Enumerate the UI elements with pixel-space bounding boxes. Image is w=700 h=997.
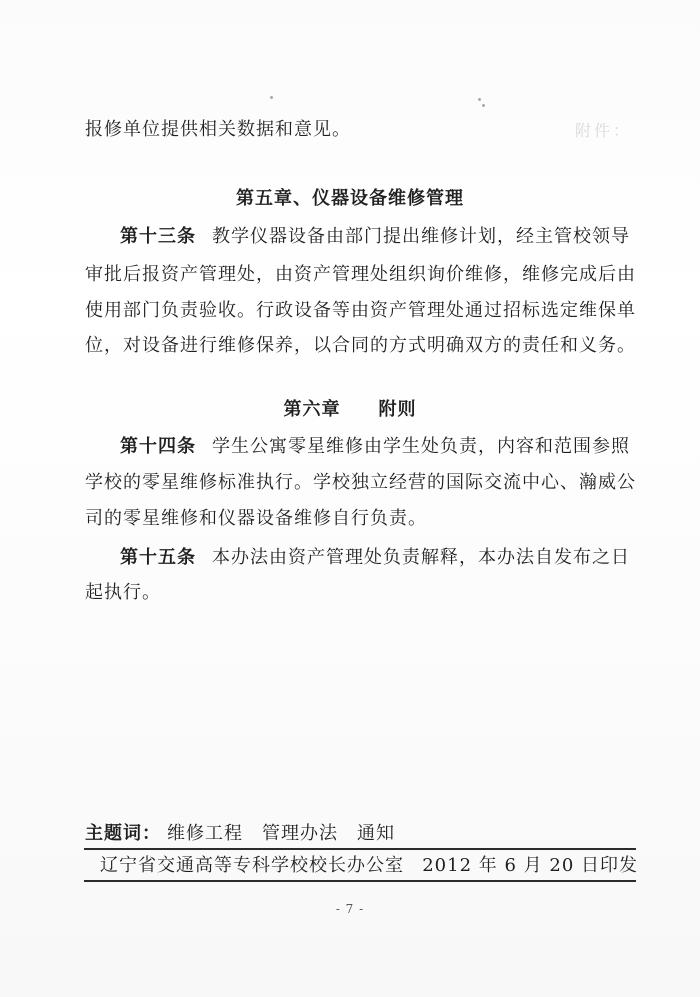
footer-bottom-rule — [84, 880, 636, 882]
issue-date: 2012 年 6 月 20 日印发 — [422, 855, 638, 876]
issuer-name: 辽宁省交通高等专科学校校长办公室 — [100, 855, 404, 876]
article-13-text-line: 使用部门负责验收。行政设备等由资产管理处通过招标选定维保单 — [85, 300, 636, 321]
article-13-first-line — [120, 225, 630, 249]
article-15-text-line: 本办法由资产管理处负责解释，本办法自发布之日 — [212, 547, 630, 568]
bleed-through-text: 附件： — [575, 121, 633, 140]
scan-speck — [482, 104, 485, 107]
article-14-first-line — [120, 435, 630, 459]
article-15-first-line — [120, 546, 630, 570]
page-number: - 7 - — [335, 902, 365, 916]
article-14-label: 第十四条 — [120, 436, 196, 457]
footer-top-rule — [84, 848, 636, 850]
article-15-text-line: 起执行。 — [85, 582, 161, 603]
article-13-text-line: 教学仪器设备由部门提出维修计划，经主管校领导 — [212, 226, 630, 247]
chapter-6-heading: 第六章 附则 — [283, 399, 417, 420]
chapter-5-heading: 第五章、仪器设备维修管理 — [236, 188, 464, 209]
keywords-line — [85, 822, 395, 846]
scan-speck — [270, 96, 273, 99]
article-13-text-line: 位，对设备进行维修保养，以合同的方式明确双方的责任和义务。 — [85, 335, 636, 356]
article-13-text-line: 审批后报资产管理处，由资产管理处组织询价维修，维修完成后由 — [85, 264, 636, 285]
article-14-text-line: 学校的零星维修标准执行。学校独立经营的国际交流中心、瀚威公 — [85, 472, 636, 493]
article-14-text-line: 司的零星维修和仪器设备维修自行负责。 — [85, 508, 427, 529]
keywords-label: 主题词： — [85, 823, 161, 844]
article-13-label: 第十三条 — [120, 226, 196, 247]
keywords-text: 维修工程 管理办法 通知 — [167, 823, 395, 844]
scan-speck — [478, 98, 481, 101]
continuation-line: 报修单位提供相关数据和意见。 — [85, 119, 351, 140]
article-15-label: 第十五条 — [120, 547, 196, 568]
article-14-text-line: 学生公寓零星维修由学生处负责，内容和范围参照 — [212, 436, 630, 457]
